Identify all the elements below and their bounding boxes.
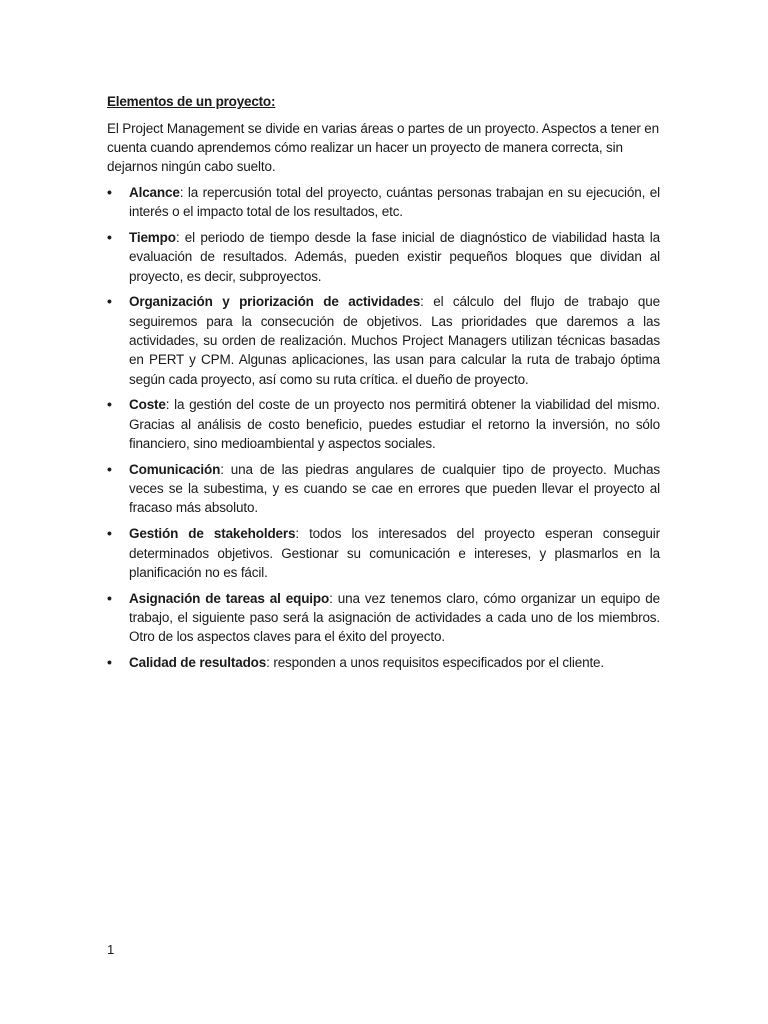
section-heading: Elementos de un proyecto: [107, 94, 276, 109]
item-term: Tiempo [129, 230, 176, 246]
item-text: : la repercusión total del proyecto, cuántas personas trabajan en su ejecución, el interés o el impacto total de los resultados, etc. [129, 185, 660, 220]
item-term: Alcance [129, 185, 180, 200]
list-item-organizacion [107, 292, 660, 388]
item-term: Gestión de stakeholders [129, 526, 296, 542]
item-term: Calidad de resultados [129, 655, 267, 671]
item-text: : el cálculo del flujo de trabajo que seguiremos para la consecución de objetivos. Las prioridades que daremos a las actividades, su orden de realización. Muchos Project Managers utilizan técnicas basadas en PERT y CPM. Algunas aplicaciones, las usan para calcular la ruta de trabajo óptima según cada proyecto, así como su ruta crítica. el dueño de proyecto. [129, 294, 660, 387]
bullet-icon: • [107, 229, 112, 246]
item-term: Comunicación [129, 461, 221, 477]
item-term: Coste [129, 397, 166, 413]
bullet-icon: • [107, 184, 112, 200]
elements-list [107, 183, 660, 672]
item-text: : una de las piedras angulares de cualquier tipo de proyecto. Muchas veces se la subestima, y es cuando se cae en errores que pueden llevar el proyecto al fracaso más absoluto. [129, 461, 660, 516]
list-item-calidad [107, 653, 660, 672]
list-item-comunicacion [107, 460, 660, 518]
bullet-icon: • [107, 525, 112, 542]
item-text: : la gestión del coste de un proyecto nos permitirá obtener la viabilidad del mismo. Gracias al análisis de costo beneficio, puedes estudiar el retorno la inversión, no sólo financiero, sino medioambiental y aspectos sociales. [129, 397, 660, 452]
list-item-stakeholders [107, 524, 660, 582]
bullet-icon: • [107, 396, 112, 413]
page-number: 1 [107, 942, 115, 957]
list-item-coste [107, 395, 660, 453]
intro-paragraph: El Project Management se divide en varias áreas o partes de un proyecto. Aspectos a tener en cuenta cuando aprendemos cómo realizar un hacer un proyecto de manera correcta, sin dejarnos ningún cabo suelto. [107, 121, 660, 174]
list-item-tiempo [107, 228, 660, 286]
item-text: : una vez tenemos claro, cómo organizar un equipo de trabajo, el siguiente paso será la asignación de actividades a cada uno de los miembros. Otro de los aspectos claves para el éxito del proyecto. [129, 590, 660, 645]
bullet-icon: • [107, 589, 112, 606]
item-text: : el periodo de tiempo desde la fase inicial de diagnóstico de viabilidad hasta la evaluación de resultados. Además, pueden existir pequeños bloques que dividan al proyecto, es decir, subproyectos. [129, 230, 660, 284]
item-text: : responden a unos requisitos especificados por el cliente. [266, 655, 604, 671]
item-term: Organización y priorización de actividades [129, 294, 421, 310]
bullet-icon: • [107, 293, 112, 310]
bullet-icon: • [107, 654, 112, 671]
page-content [107, 92, 660, 679]
list-item-alcance [107, 183, 660, 222]
item-text: : todos los interesados del proyecto esperan conseguir determinados objetivos. Gestionar su comunicación e intereses, y plasmarlos en la planificación no es fácil. [129, 526, 660, 580]
list-item-asignacion [107, 589, 660, 647]
bullet-icon: • [107, 460, 112, 477]
item-term: Asignación de tareas al equipo [129, 590, 330, 606]
